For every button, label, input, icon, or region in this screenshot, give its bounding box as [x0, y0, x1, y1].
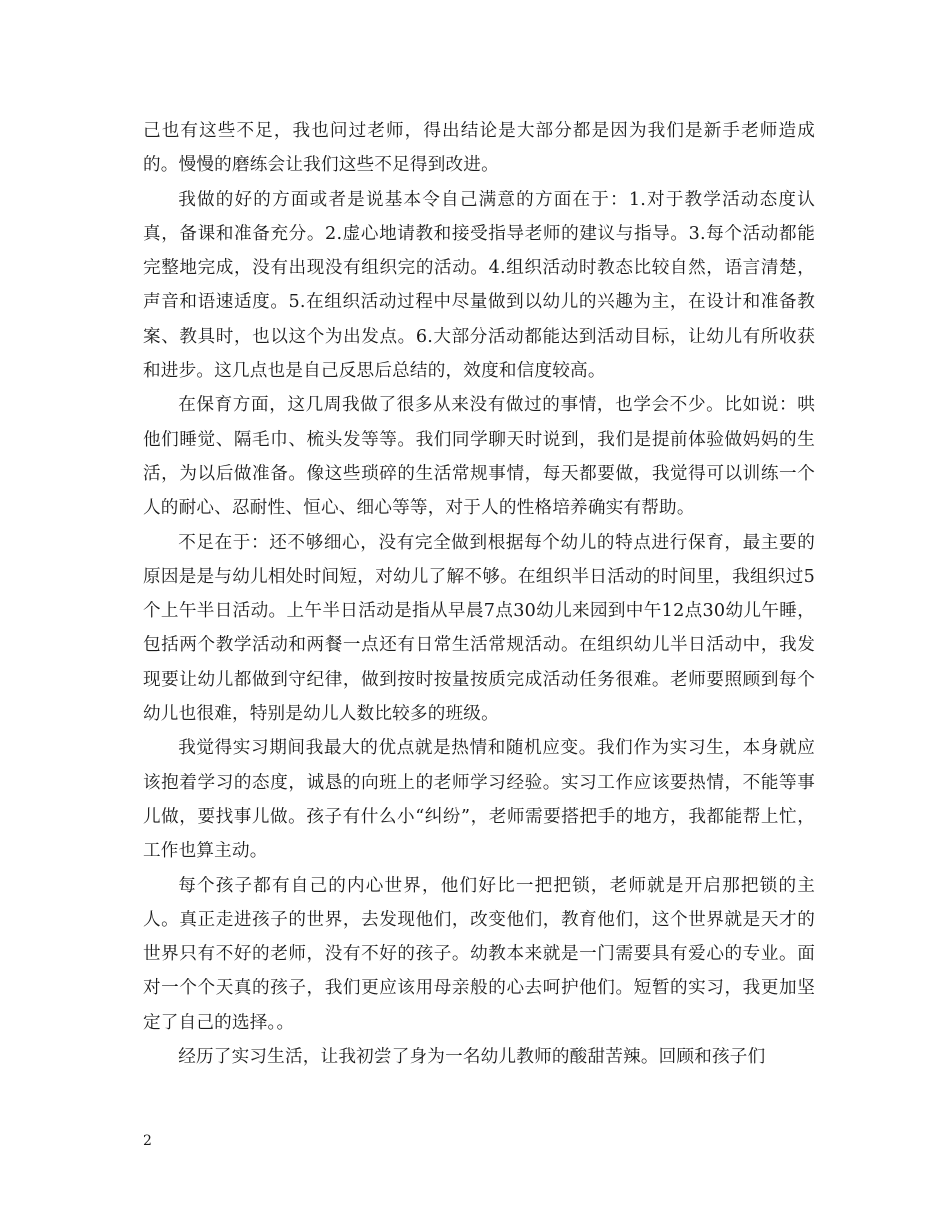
paragraph-7: 经历了实习生活，让我初尝了身为一名幼儿教师的酸甜苦辣。回顾和孩子们: [178, 1047, 766, 1068]
page-number: 2: [143, 1133, 152, 1149]
paragraph-3: 在保育方面，这几周我做了很多从来没有做过的事情，也学会不少。比如说：哄他们睡觉、隔毛巾、梳头发等等。我们同学聊天时说到，我们是提前体验做妈妈的生活，为以后做准备。像这些琐碎的生活常规事情，每天都要做，我觉得可以训练一个人的耐心、忍耐性、恒心、细心等等，对于人的性格培养确实有帮助。: [143, 395, 815, 519]
paragraph-1: 己也有这些不足，我也问过老师，得出结论是大部分都是因为我们是新手老师造成的。慢慢的磨练会让我们这些不足得到改进。: [143, 121, 815, 176]
body-text: [143, 114, 815, 1074]
paragraph-2: 我做的好的方面或者是说基本令自己满意的方面在于：1.对于教学活动态度认真，备课和准备充分。2.虚心地请教和接受指导老师的建议与指导。3.每个活动都能完整地完成，没有出现没有组织完的活动。4.组织活动时教态比较自然，语言清楚，声音和语速适度。5.在组织活动过程中尽量做到以幼儿的兴趣为主，在设计和准备教案、教具时，也以这个为出发点。6.大部分活动都能达到活动目标，让幼儿有所收获和进步。这几点也是自己反思后总结的，效度和信度较高。: [143, 189, 815, 382]
paragraph-4: 不足在于：还不够细心，没有完全做到根据每个幼儿的特点进行保育，最主要的原因是是与幼儿相处时间短，对幼儿了解不够。在组织半日活动的时间里，我组织过5个上午半日活动。上午半日活动是指从早晨7点30幼儿来园到中午12点30幼儿午睡，包括两个教学活动和两餐一点还有日常生活常规活动。在组织幼儿半日活动中，我发现要让幼儿都做到守纪律，做到按时按量按质完成活动任务很难。老师要照顾到每个幼儿也很难，特别是幼儿人数比较多的班级。: [143, 532, 815, 725]
paragraph-6: 每个孩子都有自己的内心世界，他们好比一把把锁，老师就是开启那把锁的主人。真正走进孩子的世界，去发现他们，改变他们，教育他们，这个世界就是天才的世界只有不好的老师，没有不好的孩子。幼教本来就是一门需要具有爱心的专业。面对一个个天真的孩子，我们更应该用母亲般的心去呵护他们。短暂的实习，我更加坚定了自己的选择。。: [143, 875, 815, 1033]
paragraph-5: 我觉得实习期间我最大的优点就是热情和随机应变。我们作为实习生，本身就应该抱着学习的态度，诚恳的向班上的老师学习经验。实习工作应该要热情，不能等事儿做，要找事儿做。孩子有什么小“纠纷”，老师需要搭把手的地方，我都能帮上忙，工作也算主动。: [143, 738, 815, 862]
